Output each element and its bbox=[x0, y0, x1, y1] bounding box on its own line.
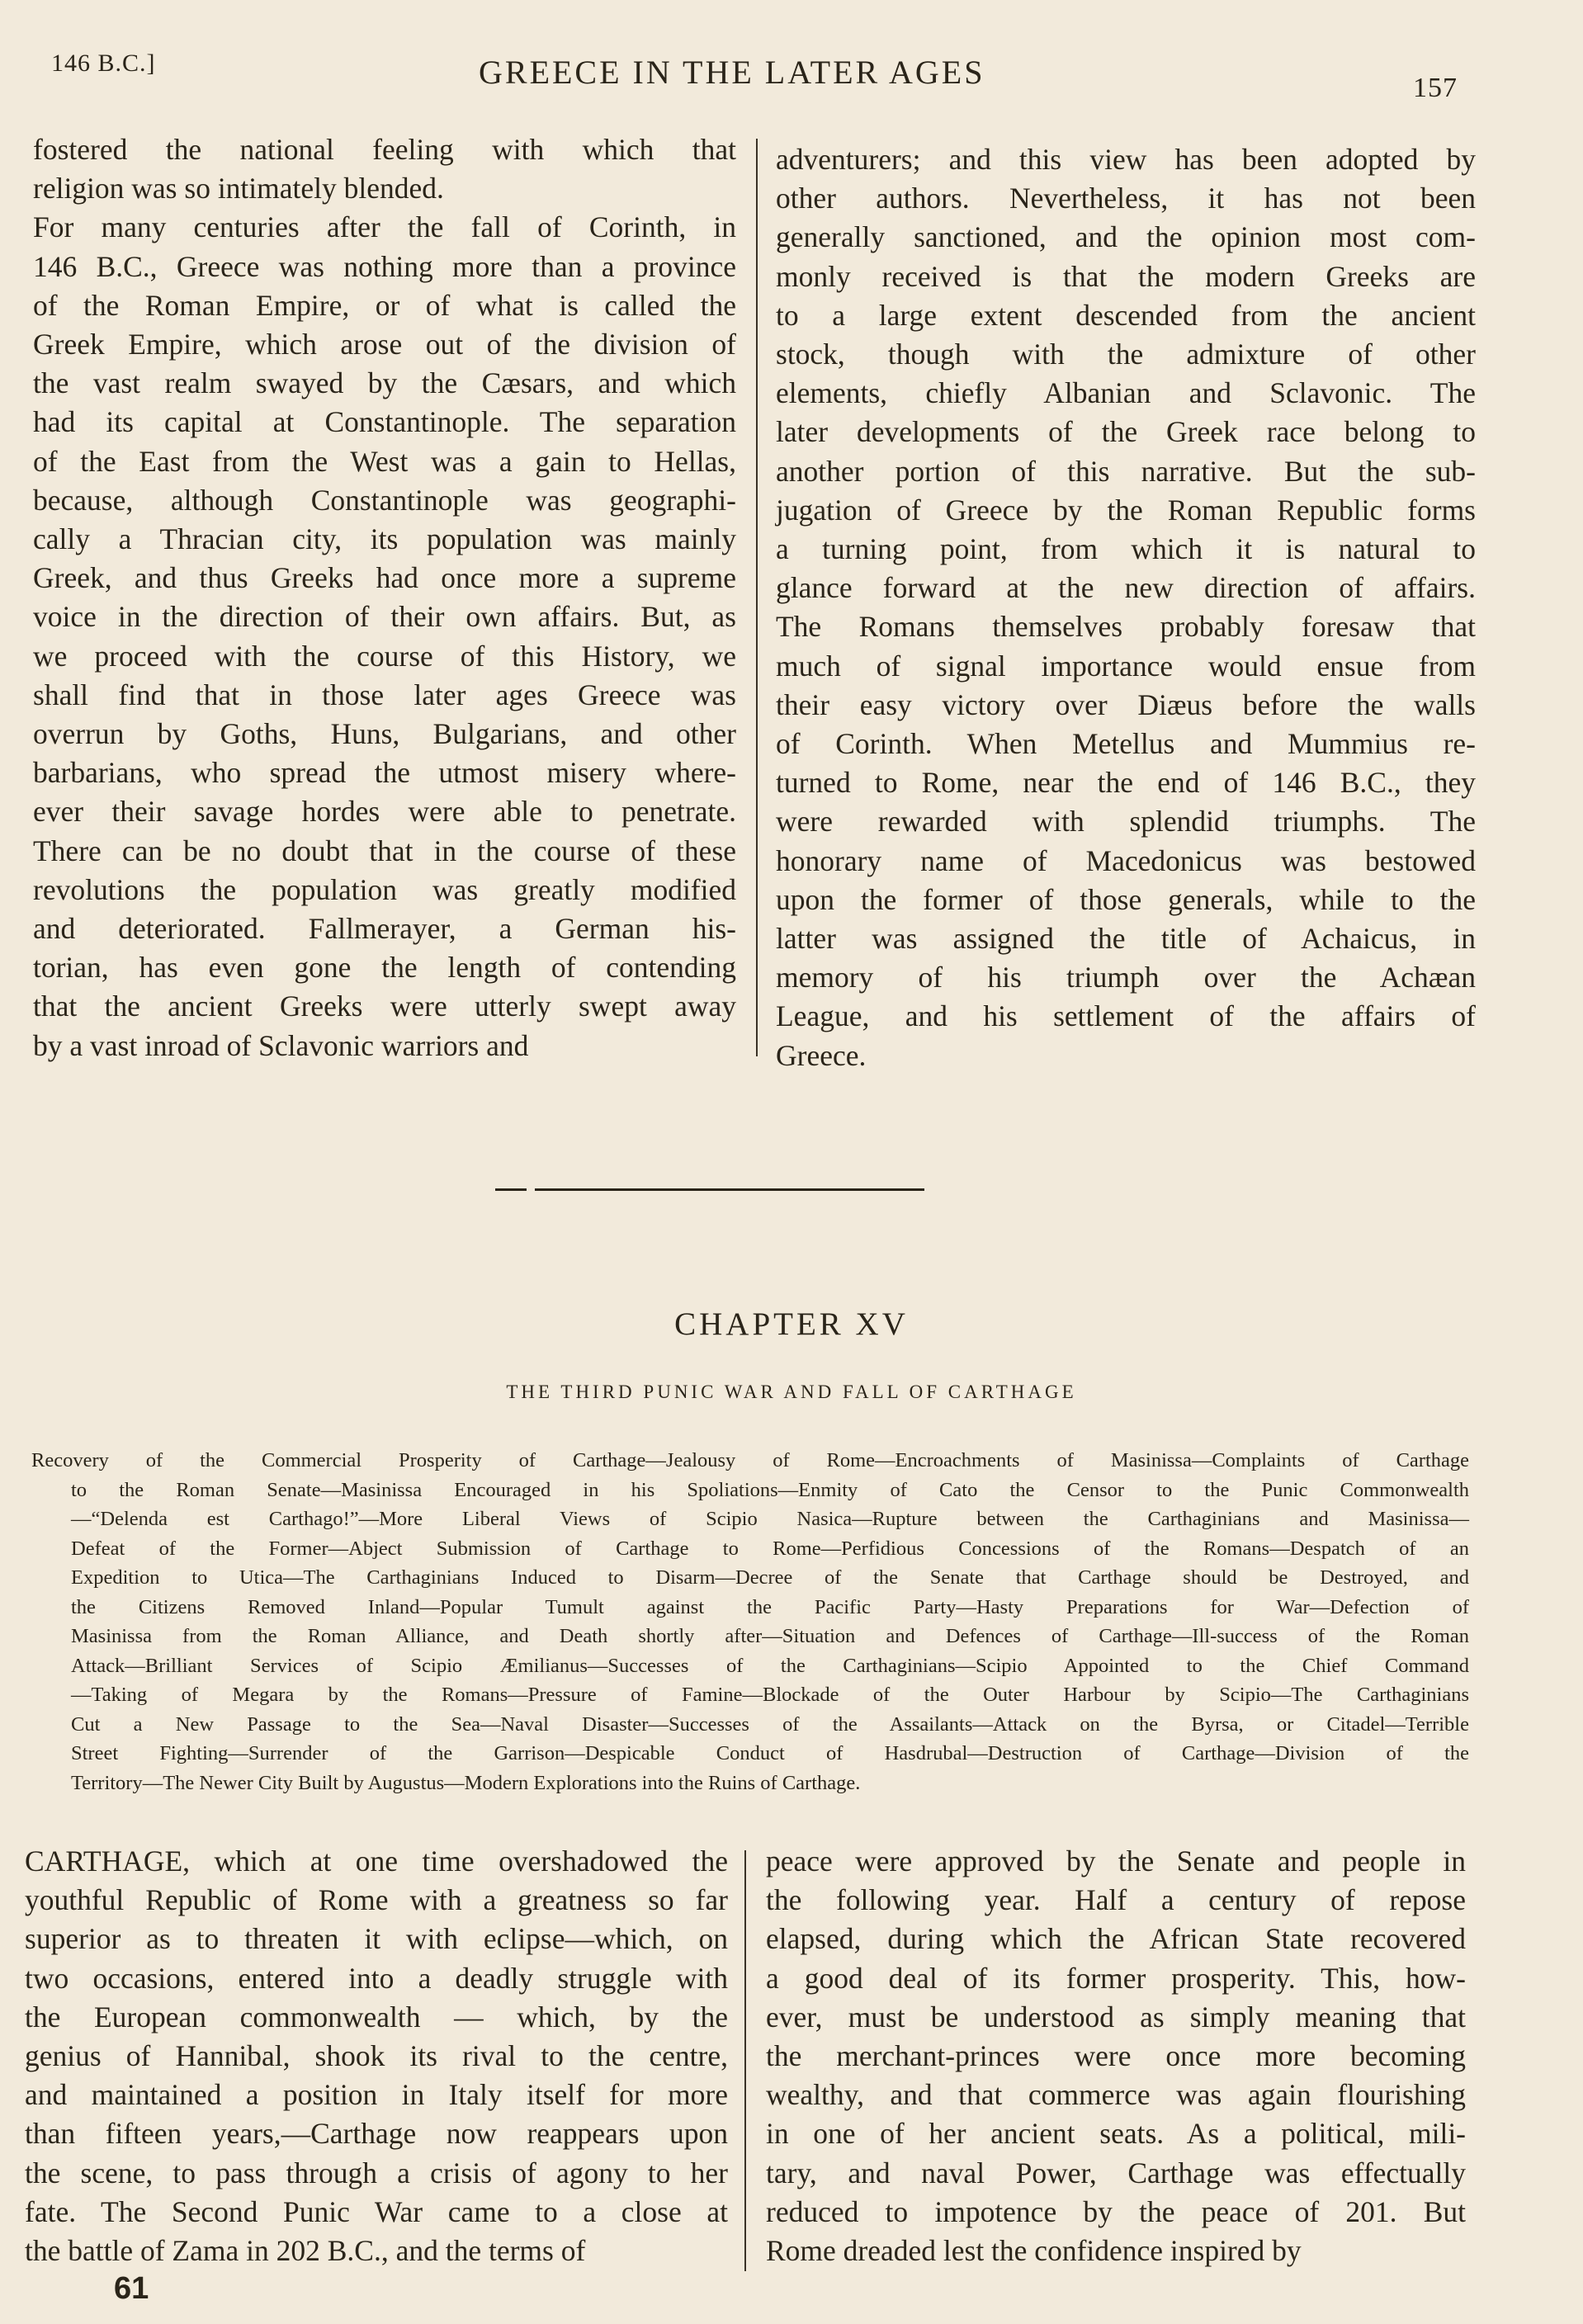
text-line: later developments of the Greek race belong to bbox=[776, 415, 1476, 449]
text-line: of the East from the West was a gain to Hellas, bbox=[33, 444, 736, 478]
section-rule-long bbox=[535, 1188, 924, 1191]
text-line: were rewarded with splendid triumphs. The bbox=[776, 805, 1476, 838]
text-line: Greek Empire, which arose out of the division of bbox=[33, 328, 736, 361]
text-line: —“Delenda est Carthago!”—More Liberal Views of Scipio Nasica—Rupture between the Carthaginians and Masinissa— bbox=[71, 1508, 1469, 1530]
text-line: upon the former of those generals, while to the bbox=[776, 882, 1476, 916]
text-line: CARTHAGE, which at one time overshadowed the bbox=[25, 1845, 728, 1878]
chapter-title: CHAPTER XV bbox=[674, 1306, 909, 1342]
text-line: elapsed, during which the African State recovered bbox=[766, 1922, 1466, 1956]
text-line: reduced to impotence by the peace of 201. But bbox=[766, 2194, 1466, 2228]
bottom-left-column bbox=[25, 1842, 728, 2270]
column-divider-bottom bbox=[744, 1850, 746, 2271]
text-line: wealthy, and that commerce was again flourishing bbox=[766, 2078, 1466, 2112]
text-line: Territory—The Newer City Built by Augustus—Modern Explorations into the Ruins of Carthage. bbox=[71, 1771, 861, 1794]
text-line: religion was so intimately blended. bbox=[33, 172, 444, 205]
text-line: other authors. Nevertheless, it has not been bbox=[776, 182, 1476, 215]
text-line: stock, though with the admixture of other bbox=[776, 338, 1476, 371]
text-line: Masinissa from the Roman Alliance, and Death shortly after—Situation and Defences of Carthage—Ill-success of the Roman bbox=[71, 1625, 1469, 1647]
text-line: elements, chiefly Albanian and Sclavonic. The bbox=[776, 376, 1476, 410]
text-line: and deteriorated. Fallmerayer, a German his- bbox=[33, 912, 736, 946]
text-line: Greek, and thus Greeks had once more a supreme bbox=[33, 561, 736, 595]
text-line: because, although Constantinople was geographi- bbox=[33, 483, 736, 517]
text-line: Defeat of the Former—Abject Submission of Carthage to Rome—Perfidious Concessions of the Romans—Despatch of an bbox=[71, 1537, 1469, 1560]
text-line: youthful Republic of Rome with a greatness so far bbox=[25, 1883, 728, 1917]
text-line: Cut a New Passage to the Sea—Naval Disaster—Successes of the Assailants—Attack on the Byrsa, or Citadel—Terrible bbox=[71, 1712, 1469, 1736]
text-line: fate. The Second Punic War came to a close at bbox=[25, 2194, 728, 2228]
text-line: their easy victory over Diæus before the walls bbox=[776, 687, 1476, 721]
chapter-subtitle: THE THIRD PUNIC WAR AND FALL OF CARTHAGE bbox=[506, 1382, 1077, 1402]
text-line: superior as to threaten it with eclipse—which, on bbox=[25, 1922, 728, 1956]
text-line: Rome dreaded lest the confidence inspired by bbox=[766, 2234, 1302, 2268]
bottom-right-column bbox=[766, 1842, 1466, 2270]
text-line: by a vast inroad of Sclavonic warriors and bbox=[33, 1028, 529, 1062]
text-line: generally sanctioned, and the opinion most com- bbox=[776, 220, 1476, 254]
text-line: torian, has even gone the length of contending bbox=[33, 951, 736, 985]
text-line: that the ancient Greeks were utterly swept away bbox=[33, 990, 736, 1023]
text-line: memory of his triumph over the Achæan bbox=[776, 961, 1476, 994]
text-line: the battle of Zama in 202 B.C., and the terms of bbox=[25, 2234, 586, 2268]
text-line: of the Roman Empire, or of what is called the bbox=[33, 288, 736, 322]
text-line: of Corinth. When Metellus and Mummius re- bbox=[776, 727, 1476, 761]
text-line: barbarians, who spread the utmost misery where- bbox=[33, 756, 736, 790]
text-line: the scene, to pass through a crisis of agony to her bbox=[25, 2156, 728, 2189]
text-line: cally a Thracian city, its population was mainly bbox=[33, 522, 736, 556]
text-line: another portion of this narrative. But the sub- bbox=[776, 454, 1476, 488]
page-number: 157 bbox=[1413, 73, 1458, 103]
text-line: the following year. Half a century of repose bbox=[766, 1883, 1466, 1917]
text-line: a turning point, from which it is natural to bbox=[776, 532, 1476, 566]
text-line: adventurers; and this view has been adopted by bbox=[776, 143, 1476, 176]
text-line: ever, must be understood as simply meaning that bbox=[766, 2000, 1466, 2034]
text-line: Expedition to Utica—The Carthaginians Induced to Disarm—Decree of the Senate that Carthage should be Destroyed, and bbox=[71, 1566, 1469, 1589]
text-line: we proceed with the course of this History, we bbox=[33, 639, 736, 673]
text-line: turned to Rome, near the end of 146 B.C., they bbox=[776, 766, 1476, 800]
text-line: The Romans themselves probably foresaw that bbox=[776, 610, 1476, 644]
running-head-date: 146 B.C.] bbox=[51, 50, 156, 77]
chapter-summary bbox=[33, 1446, 1469, 1797]
text-line: tary, and naval Power, Carthage was effectually bbox=[766, 2156, 1466, 2189]
running-head-title: GREECE IN THE LATER AGES bbox=[479, 54, 985, 91]
text-line: honorary name of Macedonicus was bestowed bbox=[776, 843, 1476, 877]
text-line: revolutions the population was greatly modified bbox=[33, 872, 736, 906]
text-line: the Citizens Removed Inland—Popular Tumult against the Pacific Party—Hasty Preparations for War—Defection of bbox=[71, 1595, 1469, 1618]
text-line: —Taking of Megara by the Romans—Pressure of Famine—Blockade of the Outer Harbour by Scipio—The Carthaginians bbox=[71, 1684, 1469, 1706]
text-line: peace were approved by the Senate and people in bbox=[766, 1845, 1466, 1878]
text-line: in one of her ancient seats. As a political, mili- bbox=[766, 2117, 1466, 2151]
text-line: to a large extent descended from the ancient bbox=[776, 298, 1476, 332]
printer-signature: 61 bbox=[114, 2271, 149, 2306]
text-line: jugation of Greece by the Roman Republic forms bbox=[776, 493, 1476, 527]
text-line: voice in the direction of their own affairs. But, as bbox=[33, 600, 736, 634]
text-line: genius of Hannibal, shook its rival to the centre, bbox=[25, 2039, 728, 2073]
text-line: Street Fighting—Surrender of the Garrison—Despicable Conduct of Hasdrubal—Destruction of Carthage—Division of the bbox=[71, 1742, 1469, 1764]
text-line: than fifteen years,—Carthage now reappears upon bbox=[25, 2117, 728, 2151]
text-line: 146 B.C., Greece was nothing more than a province bbox=[33, 249, 736, 283]
text-line: and maintained a position in Italy itself for more bbox=[25, 2078, 728, 2112]
text-line: fostered the national feeling with which that bbox=[33, 133, 736, 166]
text-line: For many centuries after the fall of Corinth, in bbox=[33, 210, 736, 244]
text-line: had its capital at Constantinople. The separation bbox=[33, 405, 736, 439]
top-right-column bbox=[776, 140, 1476, 1075]
text-line: a good deal of its former prosperity. This, how- bbox=[766, 1961, 1466, 1995]
text-line: two occasions, entered into a deadly struggle with bbox=[25, 1961, 728, 1995]
top-left-column bbox=[33, 130, 736, 1065]
text-line: much of signal importance would ensue from bbox=[776, 649, 1476, 683]
text-line: Attack—Brilliant Services of Scipio Æmilianus—Successes of the Carthaginians—Scipio Appointed to the Chief Command bbox=[71, 1654, 1469, 1677]
text-line: Recovery of the Commercial Prosperity of Carthage—Jealousy of Rome—Encroachments of Masinissa—Complaints of Carthage bbox=[31, 1449, 1469, 1471]
section-rule-short bbox=[495, 1188, 527, 1191]
text-line: Greece. bbox=[776, 1038, 867, 1072]
text-line: There can be no doubt that in the course of these bbox=[33, 834, 736, 867]
text-line: shall find that in those later ages Greece was bbox=[33, 678, 736, 711]
text-line: ever their savage hordes were able to penetrate. bbox=[33, 795, 736, 829]
text-line: monly received is that the modern Greeks are bbox=[776, 259, 1476, 293]
text-line: the European commonwealth — which, by the bbox=[25, 2000, 728, 2034]
text-line: to the Roman Senate—Masinissa Encouraged in his Spoliations—Enmity of Cato the Censor to the Punic Commonwealth bbox=[71, 1478, 1469, 1501]
text-line: League, and his settlement of the affairs of bbox=[776, 999, 1476, 1033]
text-line: the vast realm swayed by the Cæsars, and which bbox=[33, 366, 736, 400]
text-line: latter was assigned the title of Achaicus, in bbox=[776, 922, 1476, 956]
text-line: glance forward at the new direction of affairs. bbox=[776, 571, 1476, 605]
text-line: overrun by Goths, Huns, Bulgarians, and other bbox=[33, 717, 736, 751]
column-divider bbox=[756, 139, 758, 1056]
text-line: the merchant-princes were once more becoming bbox=[766, 2039, 1466, 2073]
